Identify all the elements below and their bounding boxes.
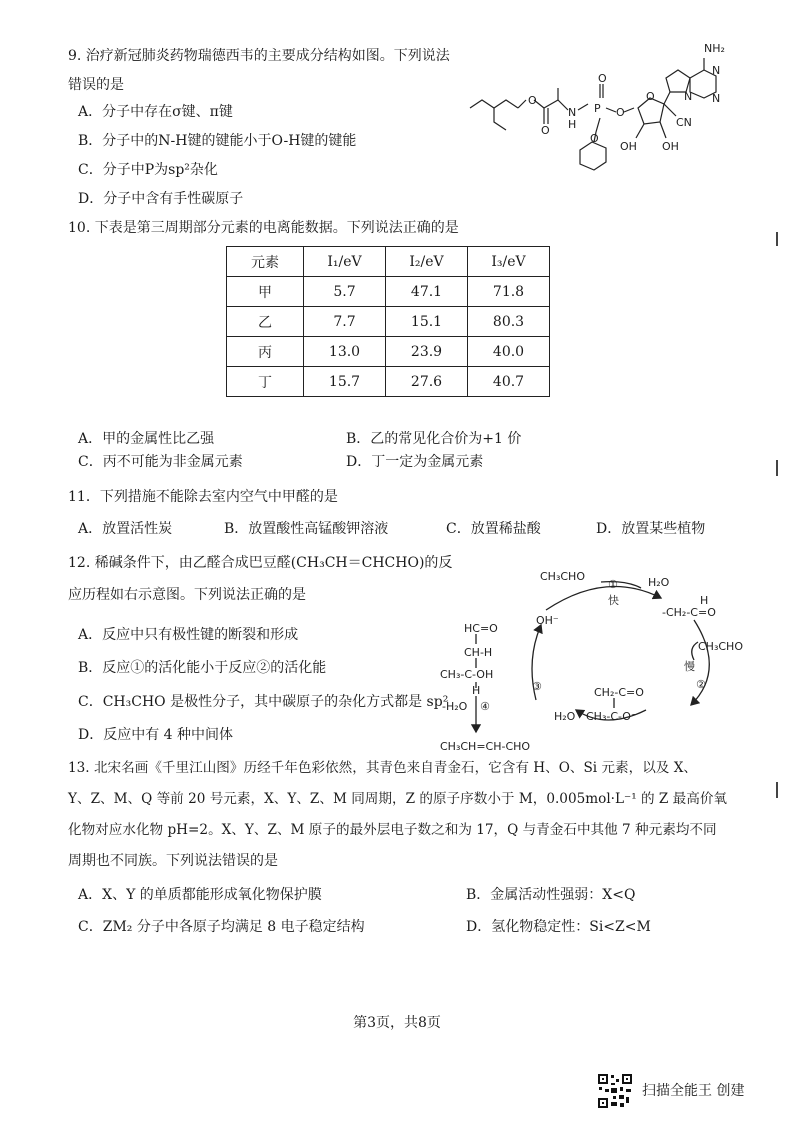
mol-nh2: NH₂ <box>704 42 725 55</box>
mol-o-phenoxy: O <box>590 132 599 145</box>
cycle-aldol-ch: CH-H <box>464 646 493 659</box>
q12-option-c: C．CH₃CHO 是极性分子，其中碳原子的杂化方式都是 sp² <box>78 694 449 710</box>
table-cell: 15.1 <box>386 307 468 337</box>
mol-o-p: O <box>598 72 607 85</box>
q13-stem-line3: 化物对应水化物 pH=2。X、Y、Z、M 原子的最外层电子数之和为 17，Q 与青金石中其他 7 种元素均不同 <box>68 822 717 838</box>
table-cell: 甲 <box>227 277 304 307</box>
table-cell: 丙 <box>227 337 304 367</box>
cycle-fast: 快 <box>608 594 619 607</box>
page-number: 第3页，共8页 <box>353 1015 441 1031</box>
table-cell: 40.7 <box>468 367 550 397</box>
q12-option-d: D．反应中有 4 种中间体 <box>78 727 234 743</box>
q9-option-d: D．分子中含有手性碳原子 <box>78 191 244 207</box>
mol-n-ring3: N <box>712 92 721 105</box>
q13-stem-line2: Y、Z、M、Q 等前 20 号元素，X、Y、Z、M 同周期，Z 的原子序数小于 M，0.005mol·L⁻¹ 的 Z 最高价氧 <box>68 791 728 807</box>
table-cell: 40.0 <box>468 337 550 367</box>
cycle-step4: ④ <box>480 700 490 713</box>
cycle-ch3cho-right: CH₃CHO <box>698 640 743 653</box>
q9-stem-line2: 错误的是 <box>68 77 124 93</box>
table-cell: 7.7 <box>304 307 386 337</box>
mol-n-ring2: N <box>712 64 721 77</box>
q11-stem: 11．下列措施不能除去室内空气中甲醛的是 <box>68 489 338 505</box>
q13-stem-line1: 13. 北宋名画《千里江山图》历经千年色彩依然，其青色来自青金石，它含有 H、O、Si 元素，以及 X、 <box>68 760 697 776</box>
table-cell: 5.7 <box>304 277 386 307</box>
mol-o-ring: O <box>646 90 655 103</box>
q9-option-b: B．分子中的N-H键的键能小于O-H键的键能 <box>78 133 357 149</box>
table-cell: 丁 <box>227 367 304 397</box>
scan-mark <box>776 782 778 798</box>
cycle-h2o-bottom: H₂O <box>554 710 576 723</box>
table-row <box>227 277 550 307</box>
table-cell: 13.0 <box>304 337 386 367</box>
cycle-enolate: -CH₂-C=O <box>662 606 716 619</box>
mol-o-link: O <box>616 106 625 119</box>
cycle-aldol-hc: HC=O <box>464 622 498 635</box>
cycle-h2o-top: H₂O <box>648 576 670 589</box>
q10-option-b: B．乙的常见化合价为+1 价 <box>346 431 522 447</box>
mol-o-ester: O <box>528 94 537 107</box>
mol-h: H <box>568 118 577 131</box>
table-header: I₁/eV <box>304 247 386 277</box>
scan-mark <box>776 460 778 476</box>
cycle-step2: ② <box>696 678 706 691</box>
table-row <box>227 307 550 337</box>
mol-n: N <box>568 106 577 119</box>
table-cell: 23.9 <box>386 337 468 367</box>
q13-option-a: A．X、Y 的单质都能形成氧化物保护膜 <box>78 887 322 903</box>
table-row <box>227 367 550 397</box>
mol-n-ring1: N <box>684 90 693 103</box>
q11-option-b: B．放置酸性高锰酸钾溶液 <box>224 521 389 537</box>
q13-option-d: D．氢化物稳定性：Si<Z<M <box>466 919 651 935</box>
mol-p: P <box>594 102 601 115</box>
mol-cn: CN <box>676 116 692 129</box>
q11-option-d: D．放置某些植物 <box>596 521 706 537</box>
table-cell: 71.8 <box>468 277 550 307</box>
q9-stem-line1: 9. 治疗新冠肺炎药物瑞德西韦的主要成分结构如图。下列说法 <box>68 48 450 64</box>
remdesivir-structure <box>460 38 780 198</box>
q10-option-d: D．丁一定为金属元素 <box>346 454 484 470</box>
q11-option-a: A．放置活性炭 <box>78 521 173 537</box>
q12-option-a: A．反应中只有极性键的断裂和形成 <box>78 627 299 643</box>
cycle-product: CH₃CH=CH-CHO <box>440 740 531 753</box>
ionization-energy-table <box>226 246 550 397</box>
q10-stem: 10. 下表是第三周期部分元素的电离能数据。下列说法正确的是 <box>68 220 459 236</box>
q13-option-b: B．金属活动性强弱：X<Q <box>466 887 636 903</box>
cycle-alkoxide: CH₃-C-O⁻ <box>586 710 637 723</box>
table-cell: 27.6 <box>386 367 468 397</box>
q9-option-c: C．分子中P为sp²杂化 <box>78 162 218 178</box>
table-cell: 47.1 <box>386 277 468 307</box>
cycle-minus-h2o: -H₂O <box>442 700 468 713</box>
table-cell: 乙 <box>227 307 304 337</box>
cycle-aldol-c: CH₃-C-OH <box>440 668 494 681</box>
cycle-ch3cho-top: CH₃CHO <box>540 570 585 583</box>
table-cell: 80.3 <box>468 307 550 337</box>
cycle-step1: ① <box>608 578 618 591</box>
cycle-enolate-h: H <box>700 594 709 607</box>
q12-stem-line1: 12. 稀碱条件下，由乙醛合成巴豆醛(CH₃CH＝CHCHO)的反 <box>68 555 453 571</box>
table-header: 元素 <box>227 247 304 277</box>
table-cell: 15.7 <box>304 367 386 397</box>
cycle-aldol-h: H <box>472 684 481 697</box>
cycle-alkoxide-top: CH₂-C=O <box>594 686 644 699</box>
cycle-slow: 慢 <box>684 660 695 673</box>
table-row <box>227 337 550 367</box>
reaction-cycle-diagram <box>436 560 756 760</box>
scanner-watermark: 扫描全能王 创建 <box>642 1083 745 1099</box>
q10-option-c: C．丙不可能为非金属元素 <box>78 454 243 470</box>
q10-option-a: A．甲的金属性比乙强 <box>78 431 215 447</box>
mol-o-carbonyl: O <box>541 124 550 137</box>
q12-stem-line2: 应历程如右示意图。下列说法正确的是 <box>68 587 306 603</box>
mol-oh-left: OH <box>620 140 637 153</box>
cycle-oh: OH⁻ <box>536 614 559 627</box>
q11-option-c: C．放置稀盐酸 <box>446 521 541 537</box>
qr-code-icon <box>597 1073 633 1109</box>
q13-stem-line4: 周期也不同族。下列说法错误的是 <box>68 853 278 869</box>
table-header-row <box>227 247 550 277</box>
q13-option-c: C．ZM₂ 分子中各原子均满足 8 电子稳定结构 <box>78 919 365 935</box>
q9-option-a: A．分子中存在σ键、π键 <box>78 104 233 120</box>
scan-mark <box>776 232 778 246</box>
q12-option-b: B．反应①的活化能小于反应②的活化能 <box>78 660 327 676</box>
mol-oh-right: OH <box>662 140 679 153</box>
table-header: I₃/eV <box>468 247 550 277</box>
table-header: I₂/eV <box>386 247 468 277</box>
cycle-step3: ③ <box>532 680 542 693</box>
